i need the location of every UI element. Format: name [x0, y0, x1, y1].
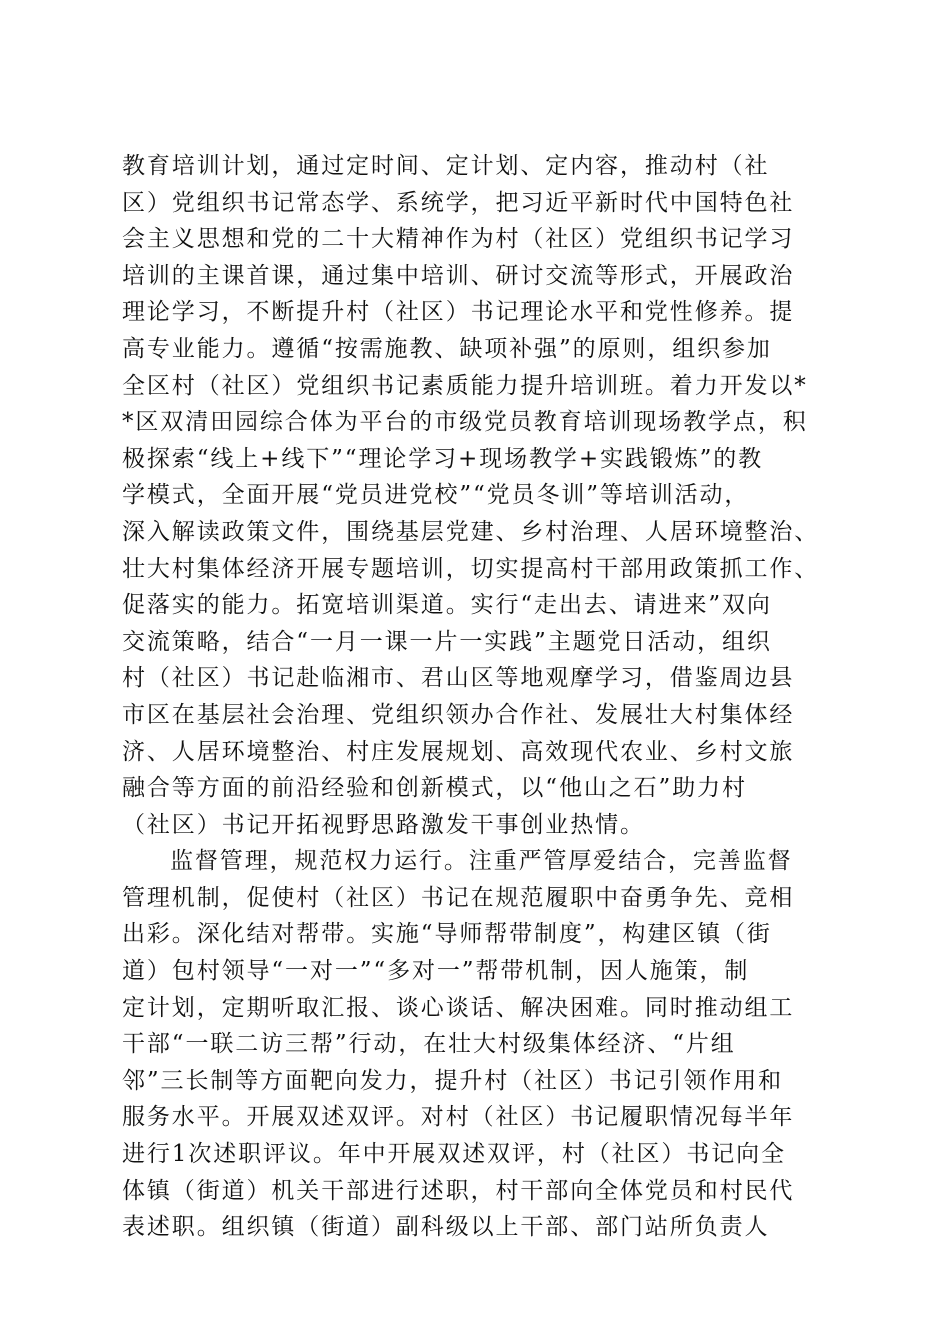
text-line: 会主义思想和党的二十大精神作为村（社区）党组织书记学习	[122, 226, 795, 253]
text-line: *区双清田园综合体为平台的市级党员教育培训现场教学点，积	[122, 409, 808, 436]
text-line: 邻”三长制等方面靶向发力，提升村（社区）书记引领作用和	[122, 1067, 784, 1094]
text-line: 定计划，定期听取汇报、谈心谈话、解决困难。同时推动组工	[122, 994, 795, 1021]
text-line: 服务水平。开展双述双评。对村（社区）书记履职情况每半年	[122, 1104, 795, 1131]
text-line: 监督管理，规范权力运行。注重严管厚爱结合，完善监督	[170, 848, 793, 875]
text-line: 道）包村领导“一对一”“多对一”帮带机制，因人施策，制	[122, 958, 750, 985]
text-line: （社区）书记开拓视野思路激发干事创业热情。	[122, 811, 645, 838]
text-line: 极探索“线上+线下”“理论学习+现场教学+实践锻炼”的教	[122, 445, 764, 472]
text-line: 高专业能力。遵循“按需施教、缺项补强”的原则，组织参加	[122, 335, 772, 362]
body-text	[122, 148, 832, 1246]
text-line: 表述职。组织镇（街道）副科级以上干部、部门站所负责人	[122, 1214, 770, 1241]
text-line: 促落实的能力。拓宽培训渠道。实行“走出去、请进来”双向	[122, 592, 772, 619]
text-line: 壮大村集体经济开展专题培训，切实提高村干部用政策抓工作、	[122, 555, 820, 582]
text-line: 融合等方面的前沿经验和创新模式，以“他山之石”助力村	[122, 775, 747, 802]
text-line: 市区在基层社会治理、党组织领办合作社、发展壮大村集体经	[122, 701, 795, 728]
text-line: 村（社区）书记赴临湘市、君山区等地观摩学习，借鉴周边县	[122, 665, 795, 692]
text-line: 全区村（社区）党组织书记素质能力提升培训班。着力开发以*	[122, 372, 808, 399]
text-line: 济、人居环境整治、村庄发展规划、高效现代农业、乡村文旅	[122, 738, 795, 765]
text-line: 培训的主课首课，通过集中培训、研讨交流等形式，开展政治	[122, 262, 795, 289]
text-line: 深入解读政策文件，围绕基层党建、乡村治理、人居环境整治、	[122, 518, 820, 545]
paragraph-2	[122, 843, 832, 1246]
text-line: 干部“一联二访三帮”行动，在壮大村级集体经济、“片组	[122, 1031, 736, 1058]
text-line: 理论学习，不断提升村（社区）书记理论水平和党性修养。提	[122, 299, 795, 326]
text-line: 体镇（街道）机关干部进行述职，村干部向全体党员和村民代	[122, 1177, 795, 1204]
text-line: 教育培训计划，通过定时间、定计划、定内容，推动村（社	[122, 153, 770, 179]
text-line: 出彩。深化结对帮带。实施“导师帮带制度”，构建区镇（街	[122, 921, 772, 948]
text-line: 交流策略，结合“一月一课一片一实践”主题党日活动，组织	[122, 628, 772, 655]
text-line: 区）党组织书记常态学、系统学，把习近平新时代中国特色社	[122, 189, 795, 216]
text-line: 管理机制，促使村（社区）书记在规范履职中奋勇争先、竞相	[122, 884, 795, 911]
text-line: 学模式，全面开展“党员进党校”“党员冬训”等培训活动，	[122, 482, 750, 509]
text-line: 进行1次述职评议。年中开展双述双评，村（社区）书记向全	[122, 1141, 786, 1168]
paragraph-1	[122, 148, 832, 843]
